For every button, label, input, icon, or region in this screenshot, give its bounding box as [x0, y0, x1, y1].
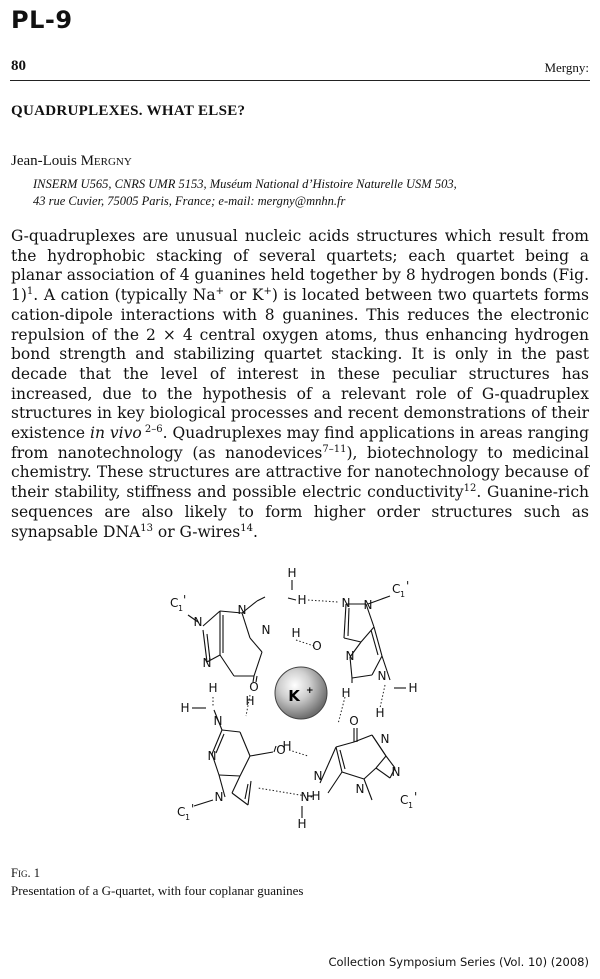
affiliation	[33, 176, 553, 210]
atom-n: N	[380, 732, 390, 746]
author-last-name: Mergny	[80, 153, 132, 169]
atom-n: N	[363, 598, 373, 612]
atom-n: N	[300, 790, 310, 804]
atom-n: N	[193, 615, 203, 629]
svg-text:': '	[406, 579, 410, 593]
svg-text:1: 1	[185, 813, 191, 822]
header-rule	[10, 80, 590, 81]
c1-label-bottom-right	[400, 790, 417, 810]
atom-n: N	[237, 603, 247, 617]
svg-text:': '	[191, 802, 195, 816]
atom-h: H	[291, 626, 301, 640]
atom-h: H	[297, 817, 307, 831]
c1-label-top-right	[392, 579, 409, 599]
atom-h: H	[180, 701, 190, 715]
svg-text:': '	[414, 790, 418, 804]
atom-n: N	[214, 790, 224, 804]
citation-ref: 2–6	[141, 423, 163, 435]
running-head: Mergny:	[544, 60, 589, 75]
citation-ref: 1	[26, 285, 34, 297]
guanine-top-left	[188, 597, 265, 682]
atom-o: O	[312, 639, 322, 653]
ion-charge: +	[306, 686, 314, 696]
atom-h: H	[245, 694, 255, 708]
atom-n: N	[202, 656, 212, 670]
potassium-ion	[275, 667, 327, 719]
g-quartet-diagram	[150, 560, 450, 860]
citation-ref: 13	[140, 522, 153, 534]
atom-h: H	[341, 686, 351, 700]
svg-text:1: 1	[178, 604, 184, 613]
atom-n: N	[207, 749, 217, 763]
svg-text:1: 1	[400, 590, 406, 599]
atom-n: N	[341, 596, 351, 610]
atom-h: H	[311, 789, 321, 803]
atom-o: O	[249, 680, 259, 694]
svg-text:C: C	[400, 793, 409, 807]
affiliation-line-1: INSERM U565, CNRS UMR 5153, Muséum National d’Histoire Naturelle USM 503,	[33, 177, 457, 191]
c1-label-bottom-left	[177, 802, 194, 822]
ion-label: K	[288, 687, 300, 705]
atom-n: N	[261, 623, 271, 637]
author-first-name: Jean-Louis	[11, 153, 81, 169]
page-code: PL-9	[11, 6, 73, 34]
atom-o: O	[276, 743, 286, 757]
figure-label: Fig. 1	[11, 866, 40, 880]
citation-ref: 12	[463, 482, 477, 494]
page-number: 80	[11, 58, 26, 74]
atom-h: H	[282, 739, 292, 753]
svg-text:C: C	[170, 596, 179, 610]
citation-ref: 7–11	[322, 443, 347, 455]
atom-n: N	[313, 769, 323, 783]
guanine-bottom-left	[194, 710, 276, 806]
article-title: QUADRUPLEXES. WHAT ELSE?	[11, 103, 246, 119]
atom-n: N	[355, 782, 365, 796]
svg-text:': '	[183, 593, 187, 607]
author-name	[11, 153, 132, 170]
c1-label-top-left	[170, 593, 186, 613]
citation-ref: 14	[240, 522, 253, 534]
affiliation-line-2: 43 rue Cuvier, 75005 Paris, France; e-mail: mergny@mnhn.fr	[33, 194, 346, 208]
in-vivo-italic: in vivo	[90, 424, 142, 443]
atom-h: H	[297, 593, 307, 607]
atom-o: O	[349, 714, 359, 728]
atom-h: H	[375, 706, 385, 720]
atom-n: N	[213, 714, 223, 728]
atom-n: N	[391, 765, 401, 779]
svg-text:C: C	[392, 582, 401, 596]
atom-h: H	[208, 681, 218, 695]
atom-n: N	[377, 669, 387, 683]
footer-series: Collection Symposium Series (Vol. 10) (2008)	[328, 955, 589, 969]
svg-text:1: 1	[408, 801, 414, 810]
atom-h: H	[287, 566, 297, 580]
abstract-paragraph: G-quadruplexes are unusual nucleic acids structures which result from the hydrophobic stacking of several quartets; each quartet being a planar association of 4 guanines held together by 8 hydrogen bonds (Fig. 1)$^1$. A cation (typically Na+ or K+) is located between two quartets forms cation-dipole interactions with 8 guanines. This reduces the electronic repulsion of the 2 × 4 central oxygen atoms, thus enhancing hydrogen bond strength and stabilizing quartet stacking. It is only in the past decade that the level of interest in these peculiar structures has increased, due to the hypothesis of a relevant role of G-quadruplex structures in key biological processes and recent demonstrations of their existence in vivo $^{2-6}$. Quadruplexes may find applications in areas ranging from nanotechnology (as nanodevices$^{7-11}$), biotechnology to medicinal chemistry. These structures are attractive for nanotechnology because of their stability, stiffness and possible electric conductivity$^{12}$. Guanine-rich sequences are also likely to form higher order structures such as synapsable DNA$^{13}$ or G-wires$^{14}$.	[11, 227, 589, 541]
svg-text:C: C	[177, 805, 186, 819]
figure-caption: Presentation of a G-quartet, with four coplanar guanines	[11, 883, 304, 898]
atom-h: H	[408, 681, 418, 695]
atom-n: N	[345, 649, 355, 663]
